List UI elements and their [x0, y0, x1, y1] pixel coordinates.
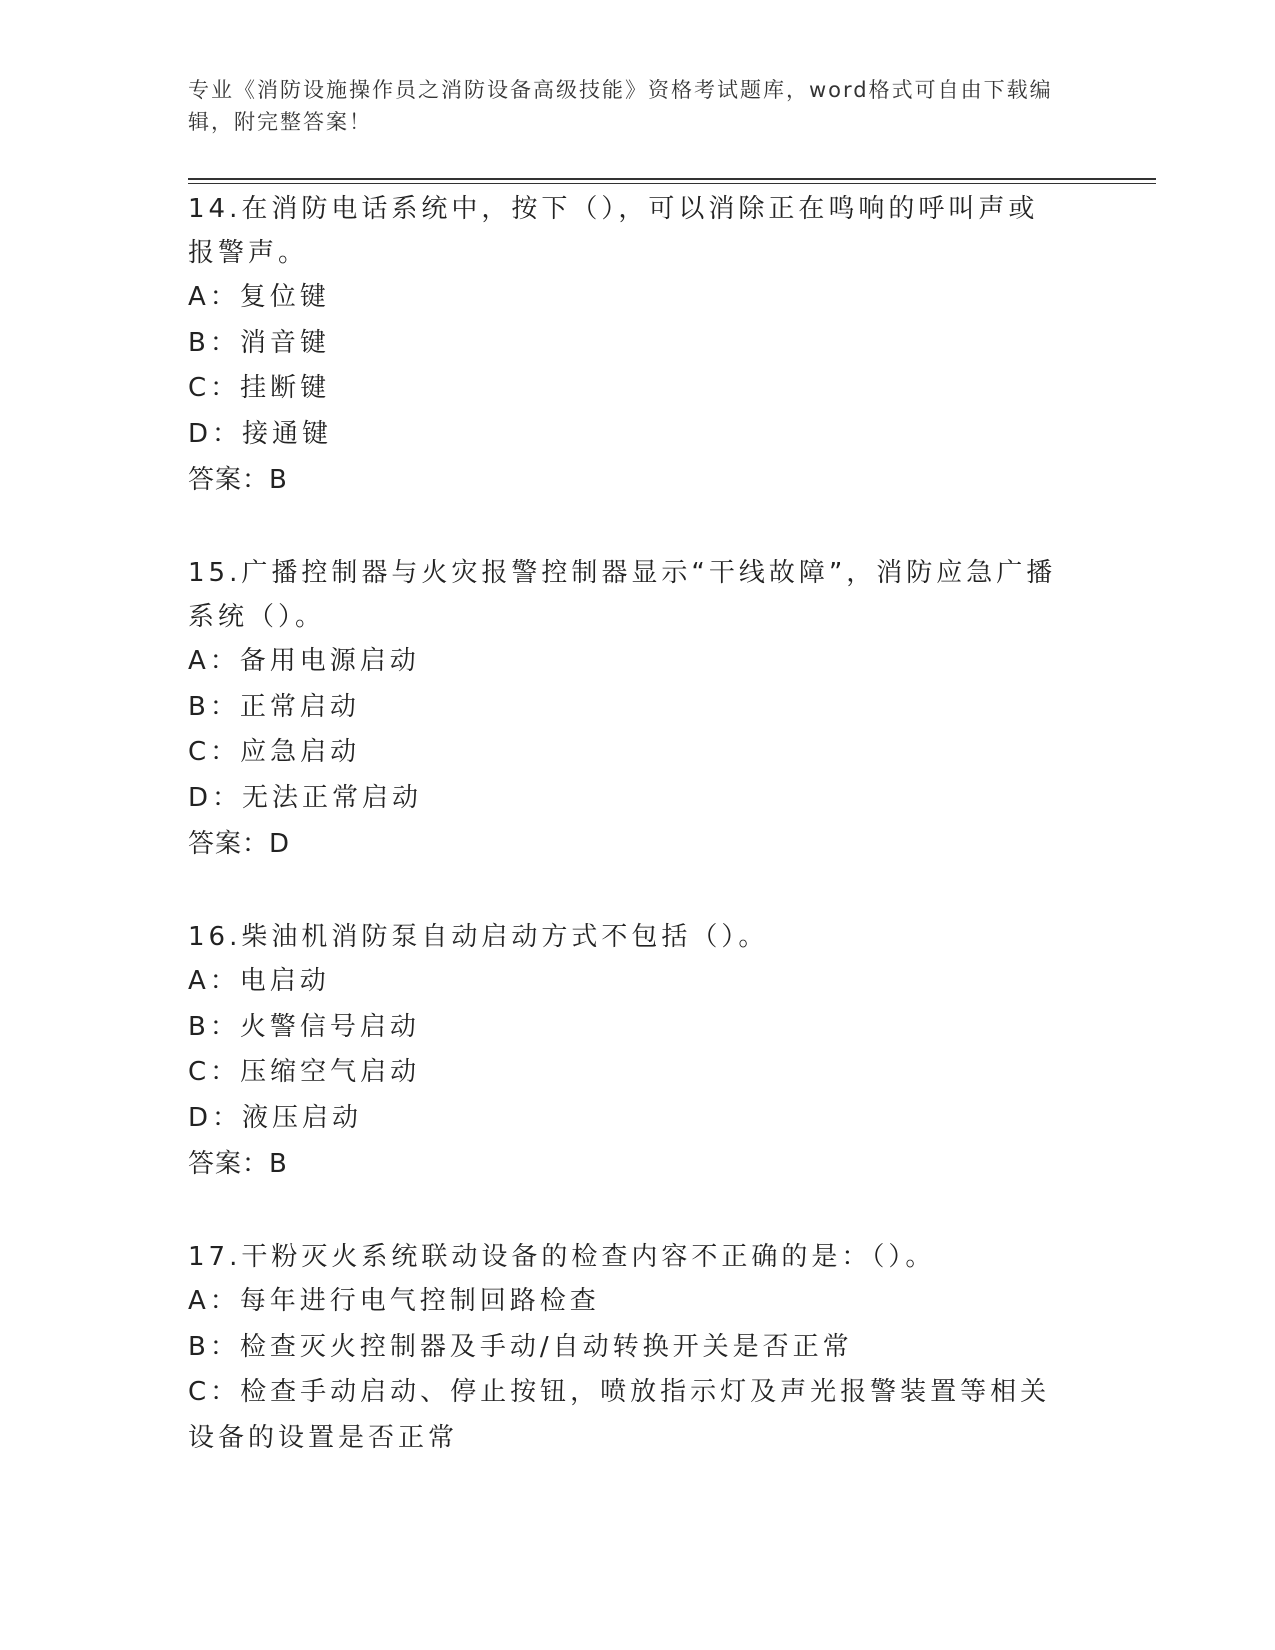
- option-a: A：电启动: [188, 966, 330, 996]
- document-header: 专业《消防设施操作员之消防设备高级技能》资格考试题库，word格式可自由下载编辑，附完整答案！: [188, 78, 1053, 134]
- option-b: B：正常启动: [188, 691, 360, 722]
- question-16: [188, 915, 1068, 1187]
- option-a: A：复位键: [188, 282, 330, 312]
- answer-value: B: [269, 465, 288, 495]
- answer-line: [188, 457, 1068, 503]
- option-b: B：检查灭火控制器及手动/自动转换开关是否正常: [188, 1331, 853, 1362]
- option-b: B：火警信号启动: [188, 1011, 420, 1042]
- question-17: [188, 1235, 1068, 1461]
- header-rule-thin: [188, 183, 1156, 184]
- answer-value: B: [269, 1149, 288, 1179]
- option-b: B：消音键: [188, 327, 330, 358]
- option-c: C：应急启动: [188, 737, 361, 767]
- answer-label: 答案：: [188, 465, 270, 495]
- question-14: [188, 187, 1068, 503]
- question-list: [188, 187, 1068, 1509]
- answer-line: [188, 1141, 1068, 1187]
- question-15: [188, 551, 1068, 867]
- option-c: C：压缩空气启动: [188, 1057, 421, 1087]
- option-a: A：备用电源启动: [188, 646, 420, 676]
- option-c: C：检查手动启动、停止按钮，喷放指示灯及声光报警装置等相关设备的设置是否正常: [188, 1377, 1051, 1453]
- question-stem: 14.在消防电话系统中，按下（），可以消除正在鸣响的呼叫声或报警声。: [188, 194, 1039, 268]
- option-c: C：挂断键: [188, 373, 331, 403]
- option-d: D：接通键: [188, 418, 333, 449]
- answer-label: 答案：: [188, 1149, 270, 1179]
- answer-value: D: [269, 829, 291, 859]
- option-a: A：每年进行电气控制回路检查: [188, 1286, 600, 1316]
- option-d: D：液压启动: [188, 1102, 363, 1133]
- header-rule-thick: [188, 178, 1156, 180]
- question-stem: 16.柴油机消防泵自动启动方式不包括（）。: [188, 922, 769, 952]
- answer-label: 答案：: [188, 829, 270, 859]
- answer-line: [188, 821, 1068, 867]
- question-stem: 17.干粉灭火系统联动设备的检查内容不正确的是：（）。: [188, 1242, 936, 1272]
- option-d: D：无法正常启动: [188, 782, 423, 813]
- question-stem: 15.广播控制器与火灾报警控制器显示“干线故障”，消防应急广播系统（）。: [188, 558, 1057, 632]
